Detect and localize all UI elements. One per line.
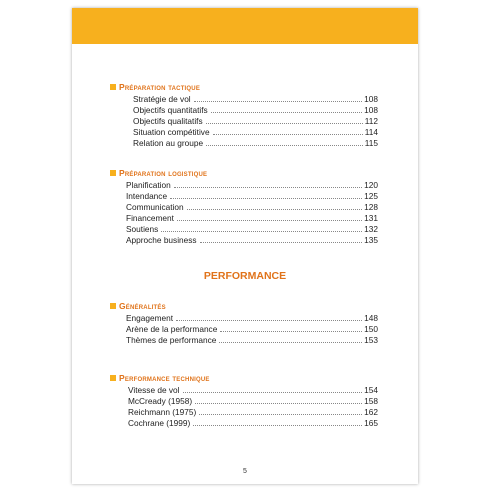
toc-entry-label: Soutiens	[126, 224, 159, 234]
page-number: 5	[243, 468, 247, 475]
toc-entry-label: Financement	[126, 213, 174, 223]
toc-entry-page: 108	[364, 94, 378, 104]
toc-entry[interactable]	[126, 223, 378, 234]
header-band	[72, 8, 418, 44]
toc-entry-label: Vitesse de vol	[128, 385, 180, 395]
toc-entry-page: 120	[364, 180, 378, 190]
section-title: Préparation logistique	[119, 168, 208, 178]
dot-leader	[177, 220, 362, 221]
toc-entry-page: 112	[364, 116, 378, 126]
toc-entry-page: 148	[364, 313, 378, 323]
toc-entry[interactable]	[126, 323, 378, 334]
dot-leader	[200, 242, 363, 243]
dot-leader	[206, 123, 363, 124]
dot-leader	[187, 209, 363, 210]
square-bullet-icon	[110, 84, 116, 90]
toc-entry[interactable]	[128, 384, 378, 395]
section-title: Performance technique	[119, 373, 210, 383]
toc-entry[interactable]	[133, 137, 378, 148]
dot-leader	[194, 101, 363, 102]
toc-entry-label: Stratégie de vol	[133, 94, 191, 104]
toc-entry-label: Situation compétitive	[133, 127, 210, 137]
toc-entry[interactable]	[128, 417, 378, 428]
dot-leader	[211, 112, 362, 113]
toc-entry-label: McCready (1958)	[128, 396, 193, 406]
toc-entry-page: 135	[364, 235, 378, 245]
section-title: Préparation tactique	[119, 82, 201, 92]
toc-entry-label: Reichmann (1975)	[128, 407, 197, 417]
toc-entry[interactable]	[126, 190, 378, 201]
dot-leader	[219, 342, 362, 343]
toc-entry-page: 158	[364, 396, 378, 406]
toc-entry-page: 125	[364, 191, 378, 201]
toc-entry[interactable]	[126, 312, 378, 323]
toc-entry-label: Intendance	[126, 191, 168, 201]
toc-entry[interactable]	[126, 234, 378, 245]
dot-leader	[199, 414, 362, 415]
toc-entry-page: 150	[364, 324, 378, 334]
toc-entry-label: Relation au groupe	[133, 138, 204, 148]
toc-entry[interactable]	[133, 115, 378, 126]
document-page	[72, 8, 418, 484]
section-heading	[110, 300, 166, 312]
toc-entry-page: 165	[364, 418, 378, 428]
toc-entry-page: 131	[364, 213, 378, 223]
toc-entry-label: Planification	[126, 180, 171, 190]
section-heading	[110, 167, 207, 179]
toc-entry-label: Arène de la performance	[126, 324, 218, 334]
toc-entry-page: 108	[364, 105, 378, 115]
toc-entry[interactable]	[126, 201, 378, 212]
section-heading	[110, 81, 200, 93]
dot-leader	[206, 145, 363, 146]
toc-entry[interactable]	[126, 179, 378, 190]
toc-entry-label: Engagement	[126, 313, 174, 323]
square-bullet-icon	[110, 303, 116, 309]
toc-entry-page: 162	[364, 407, 378, 417]
dot-leader	[183, 392, 363, 393]
toc-entry[interactable]	[133, 104, 378, 115]
toc-entry-page: 114	[364, 127, 378, 137]
toc-entry[interactable]	[128, 406, 378, 417]
dot-leader	[220, 331, 362, 332]
dot-leader	[195, 403, 362, 404]
toc-entry-label: Objectifs qualitatifs	[133, 116, 203, 126]
toc-entry-page: 153	[364, 335, 378, 345]
dot-leader	[193, 425, 362, 426]
section-heading	[110, 372, 210, 384]
toc-entry-label: Objectifs quantitatifs	[133, 105, 208, 115]
toc-entry[interactable]	[126, 334, 378, 345]
square-bullet-icon	[110, 375, 116, 381]
toc-entry[interactable]	[126, 212, 378, 223]
toc-entry-page: 128	[364, 202, 378, 212]
dot-leader	[161, 231, 362, 232]
dot-leader	[213, 134, 363, 135]
toc-entry-label: Cochrane (1999)	[128, 418, 191, 428]
toc-entry-label: Thèmes de performance	[126, 335, 217, 345]
toc-entry-label: Communication	[126, 202, 184, 212]
square-bullet-icon	[110, 170, 116, 176]
toc-entry-page: 132	[364, 224, 378, 234]
toc-entry-label: Approche business	[126, 235, 197, 245]
toc-entry-page: 115	[364, 138, 378, 148]
dot-leader	[176, 320, 362, 321]
dot-leader	[174, 187, 362, 188]
toc-entry[interactable]	[133, 126, 378, 137]
toc-entry[interactable]	[133, 93, 378, 104]
dot-leader	[170, 198, 362, 199]
toc-entry[interactable]	[128, 395, 378, 406]
part-title: PERFORMANCE	[203, 270, 287, 282]
toc-entry-page: 154	[364, 385, 378, 395]
section-title: Généralités	[119, 301, 166, 311]
